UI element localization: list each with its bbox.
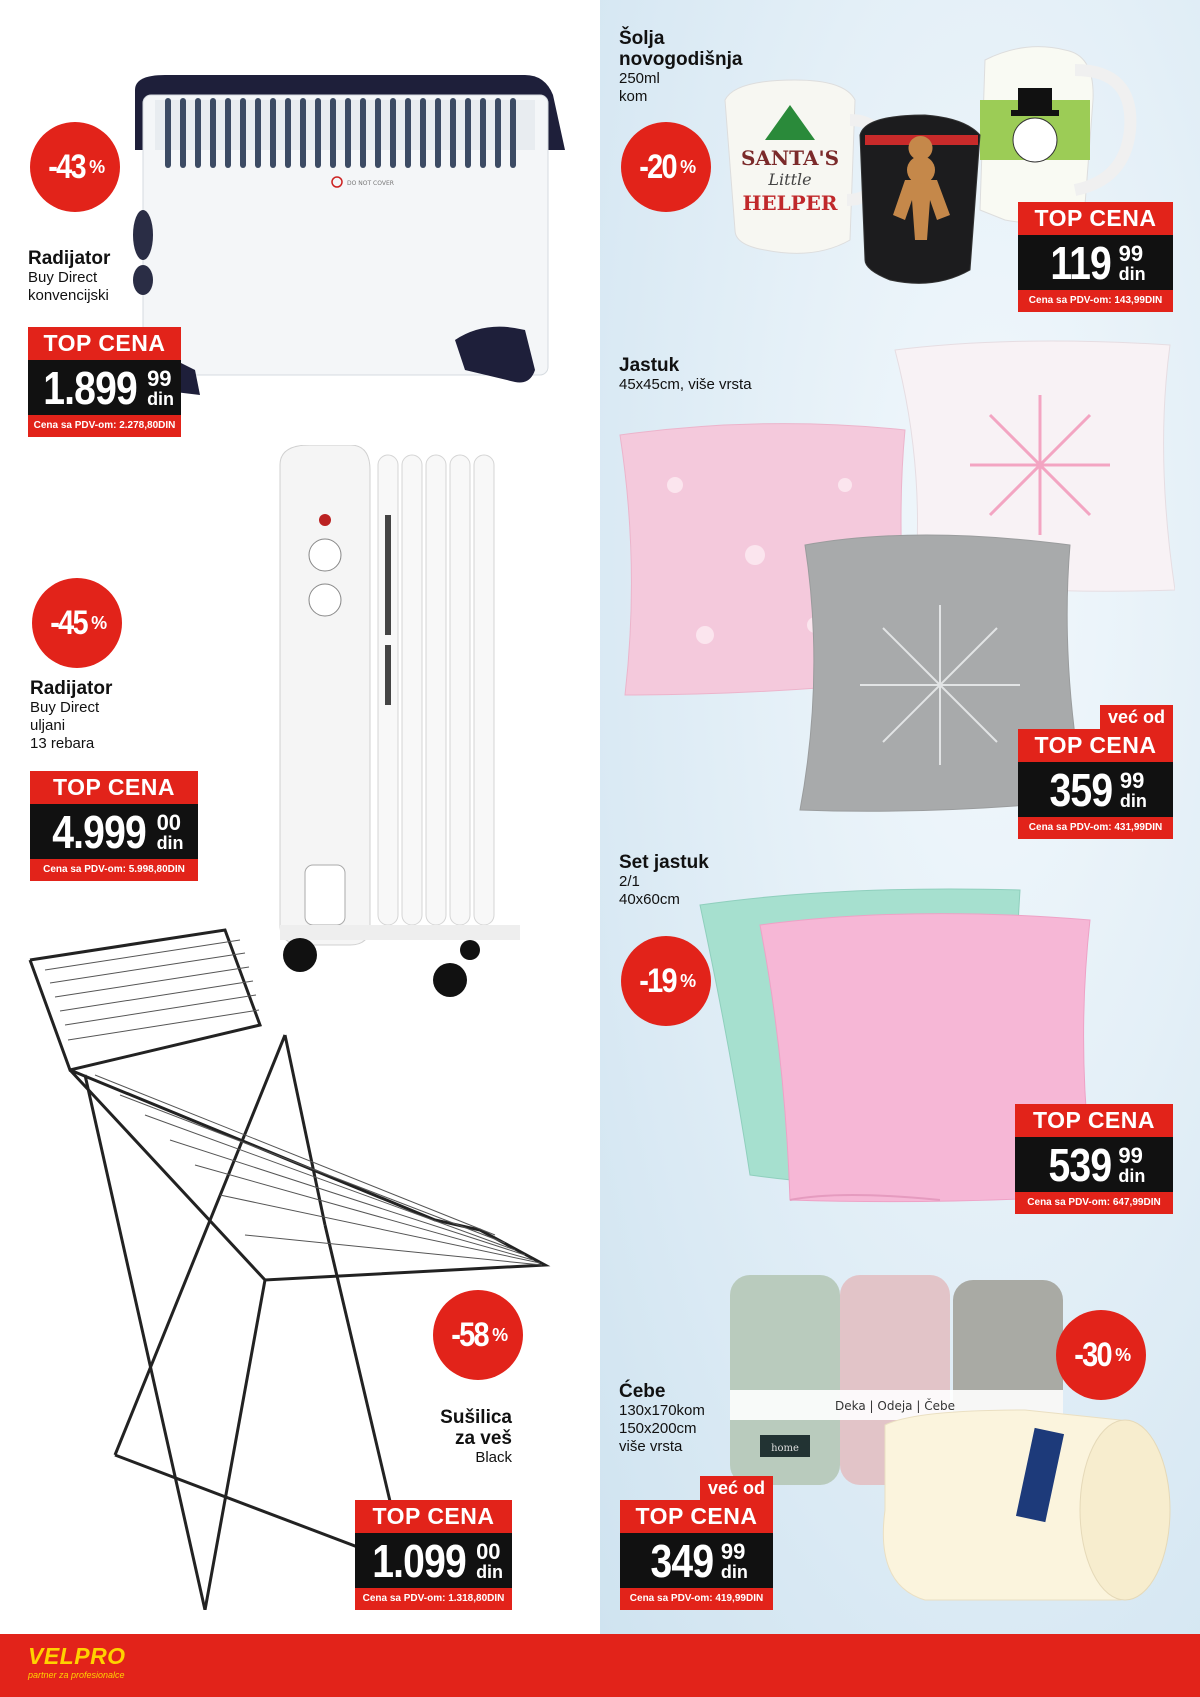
discount-percent: % bbox=[91, 612, 108, 633]
product-name: za veš bbox=[454, 1428, 512, 1449]
product-desc-line: konvencijski bbox=[28, 287, 109, 304]
discount-percent: % bbox=[492, 1324, 509, 1345]
price-main bbox=[1015, 1137, 1173, 1192]
discount-badge-radijator-uljani bbox=[32, 578, 122, 668]
price-currency: din bbox=[1119, 790, 1147, 811]
price-whole: 539 bbox=[1048, 1138, 1111, 1191]
top-cena-label: TOP CENA bbox=[28, 327, 181, 360]
price-currency: din bbox=[720, 1561, 748, 1582]
discount-percent: % bbox=[680, 156, 697, 177]
price-tag-cebe bbox=[620, 1478, 773, 1610]
product-desc-line: uljani bbox=[30, 717, 66, 734]
discount-percent: % bbox=[1115, 1344, 1132, 1365]
product-name: Jastuk bbox=[619, 355, 680, 376]
mug-text-helper: HELPER bbox=[742, 191, 838, 215]
product-desc-line: 40x60cm bbox=[619, 891, 680, 908]
discount-badge-set-jastuk bbox=[621, 936, 711, 1026]
top-cena-label: TOP CENA bbox=[1018, 729, 1173, 762]
price-currency: din bbox=[1118, 1165, 1146, 1186]
price-cents: 00 bbox=[476, 1538, 501, 1564]
price-main bbox=[30, 804, 198, 859]
price-tag-jastuk bbox=[1018, 707, 1173, 839]
product-desc-line: Buy Direct bbox=[30, 699, 100, 716]
price-with-vat: Cena sa PDV-om: 431,99DIN bbox=[1018, 817, 1173, 839]
convection-heater-image bbox=[125, 70, 575, 400]
blanket-band-label: Deka | Odeja | Čebe bbox=[835, 1399, 955, 1413]
price-whole: 1.899 bbox=[43, 361, 137, 414]
product-info-radijator-konvencijski bbox=[28, 248, 208, 305]
from-price-label: već od bbox=[700, 1476, 773, 1500]
discount-value: -58 bbox=[451, 1315, 488, 1354]
price-with-vat: Cena sa PDV-om: 2.278,80DIN bbox=[28, 415, 181, 437]
product-info-cebe bbox=[619, 1381, 759, 1456]
price-with-vat: Cena sa PDV-om: 647,99DIN bbox=[1015, 1192, 1173, 1214]
product-desc-line: kom bbox=[619, 88, 648, 105]
price-main bbox=[28, 360, 181, 415]
top-cena-label: TOP CENA bbox=[620, 1500, 773, 1533]
price-tag-solja bbox=[1018, 202, 1173, 312]
product-info-susilica bbox=[400, 1407, 512, 1467]
product-desc-line: više vrsta bbox=[619, 1438, 683, 1455]
top-cena-label: TOP CENA bbox=[1018, 202, 1173, 235]
price-with-vat: Cena sa PDV-om: 5.998,80DIN bbox=[30, 859, 198, 881]
price-main bbox=[1018, 762, 1173, 817]
price-whole: 1.099 bbox=[372, 1534, 466, 1587]
product-name: Ćebe bbox=[619, 1381, 666, 1402]
discount-value: -45 bbox=[50, 603, 87, 642]
product-desc-line: 13 rebara bbox=[30, 735, 95, 752]
from-price-label: već od bbox=[1100, 705, 1173, 729]
product-name: Radijator bbox=[30, 678, 113, 699]
product-desc-line: Buy Direct bbox=[28, 269, 98, 286]
product-info-set-jastuk bbox=[619, 852, 779, 909]
price-whole: 349 bbox=[650, 1534, 714, 1587]
price-tag-set-jastuk bbox=[1015, 1104, 1173, 1214]
heater-warning-label: DO NOT COVER bbox=[347, 180, 394, 187]
top-cena-label: TOP CENA bbox=[1015, 1104, 1173, 1137]
product-info-jastuk bbox=[619, 355, 839, 394]
product-name: novogodišnja bbox=[619, 49, 743, 70]
product-desc-line: 2/1 bbox=[619, 873, 640, 890]
price-cents: 99 bbox=[1118, 1142, 1143, 1168]
product-name: Sušilica bbox=[440, 1407, 512, 1428]
blanket-brand-label: home bbox=[771, 1443, 799, 1454]
price-whole: 119 bbox=[1050, 236, 1112, 289]
product-desc-line: 250ml bbox=[619, 70, 660, 87]
price-cents: 99 bbox=[1118, 240, 1144, 266]
price-main bbox=[355, 1533, 512, 1588]
discount-value: -20 bbox=[639, 147, 676, 186]
product-name: Set jastuk bbox=[619, 852, 709, 873]
product-info-solja bbox=[619, 28, 779, 106]
price-with-vat: Cena sa PDV-om: 143,99DIN bbox=[1018, 290, 1173, 312]
product-name: Radijator bbox=[28, 248, 111, 269]
price-main bbox=[1018, 235, 1173, 290]
discount-badge-radijator-konvencijski bbox=[30, 122, 120, 212]
price-cents: 99 bbox=[147, 365, 172, 391]
price-whole: 359 bbox=[1049, 763, 1113, 816]
price-with-vat: Cena sa PDV-om: 419,99DIN bbox=[620, 1588, 773, 1610]
discount-badge-cebe bbox=[1056, 1310, 1146, 1400]
product-desc-line: 45x45cm, više vrsta bbox=[619, 376, 752, 393]
price-cents: 99 bbox=[720, 1538, 746, 1564]
price-currency: din bbox=[1118, 263, 1146, 284]
brand-tagline: partner za profesionalce bbox=[28, 1670, 125, 1680]
discount-badge-solja bbox=[621, 122, 711, 212]
product-desc-line: 150x200cm bbox=[619, 1420, 697, 1437]
product-name: Šolja bbox=[619, 28, 665, 49]
top-cena-label: TOP CENA bbox=[30, 771, 198, 804]
price-main bbox=[620, 1533, 773, 1588]
price-with-vat: Cena sa PDV-om: 1.318,80DIN bbox=[355, 1588, 512, 1610]
product-desc-line: 130x170kom bbox=[619, 1402, 705, 1419]
mug-text-santas: SANTA'S bbox=[740, 146, 840, 170]
footer-bar bbox=[0, 1634, 1200, 1697]
price-cents: 00 bbox=[156, 809, 182, 835]
price-currency: din bbox=[476, 1561, 504, 1582]
brand-name: VELPRO bbox=[28, 1643, 126, 1669]
price-tag-radijator-uljani bbox=[30, 771, 198, 881]
price-currency: din bbox=[156, 832, 184, 853]
discount-value: -19 bbox=[639, 961, 676, 1000]
oil-radiator-image bbox=[270, 445, 570, 1005]
product-desc-line: Black bbox=[475, 1449, 512, 1466]
top-cena-label: TOP CENA bbox=[355, 1500, 512, 1533]
velpro-logo[interactable] bbox=[28, 1645, 126, 1680]
mug-text-little: Little bbox=[768, 170, 812, 189]
price-currency: din bbox=[147, 388, 175, 409]
discount-value: -30 bbox=[1074, 1335, 1111, 1374]
price-tag-susilica bbox=[355, 1500, 512, 1610]
price-tag-radijator-konvencijski bbox=[28, 327, 181, 437]
discount-badge-susilica bbox=[433, 1290, 523, 1380]
discount-percent: % bbox=[89, 156, 106, 177]
price-whole: 4.999 bbox=[52, 805, 147, 858]
discount-value: -43 bbox=[48, 147, 85, 186]
discount-percent: % bbox=[680, 970, 697, 991]
price-cents: 99 bbox=[1119, 767, 1145, 793]
product-info-radijator-uljani bbox=[30, 678, 210, 753]
